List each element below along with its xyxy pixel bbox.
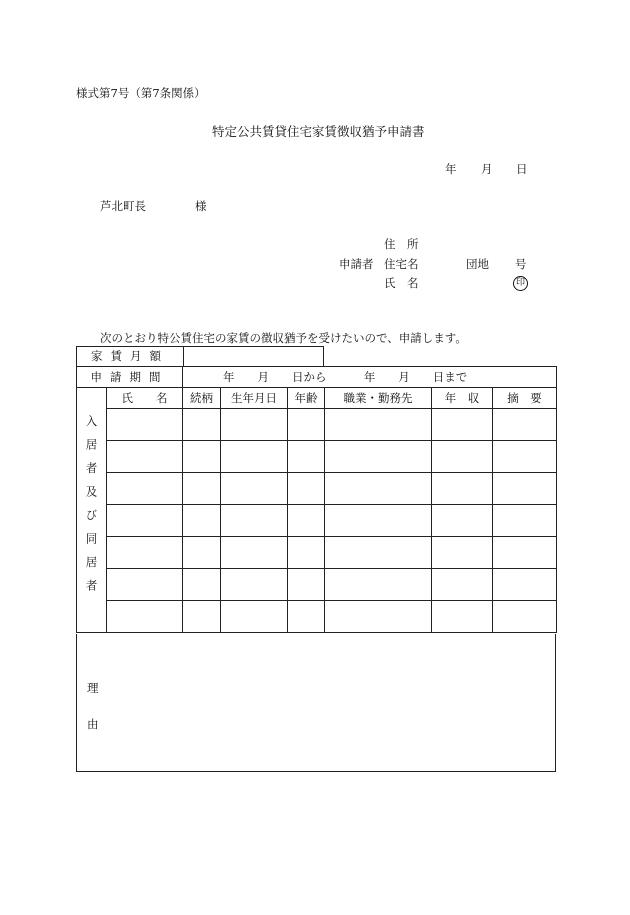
resident-row [77,505,557,537]
recipient: 芦北町長 [100,199,146,213]
rent-row [76,346,324,366]
honorific: 様 [195,199,207,213]
resident-row [77,441,557,473]
period-to: 年 月 日まで [363,370,468,384]
column-header-row [77,388,557,409]
resident-row [77,601,557,633]
period-field[interactable] [183,367,557,388]
period-from: 年 月 日から [223,370,327,384]
reason-field[interactable] [76,634,556,772]
intro-text: 次のとおり特公賃住宅の家賃の徴収猶予を受けたいので、申請します。 [100,331,467,345]
date-day-label: 日 [516,162,528,176]
reason-label-1: 理 [87,681,99,695]
number-label: 号 [515,257,527,271]
rent-label: 家賃月額 [77,347,184,366]
residents-label-cell [77,388,107,633]
column-header-income: 年 収 [432,388,493,409]
date-month-label: 月 [481,162,493,176]
resident-row [77,409,557,441]
document-title: 特定公共賃貸住宅家賃徴収猶予申請書 [212,124,425,139]
column-header-occupation: 職業・勤務先 [325,388,432,409]
residents-label: 入居者及び同居者 [84,414,99,603]
address-label: 住 所 [384,237,419,251]
applicant-role-label: 申請者 [339,257,374,271]
resident-row [77,537,557,569]
column-header-age: 年齢 [288,388,325,409]
period-row [77,367,557,388]
seal-icon: 印 [513,276,528,291]
date-year-label: 年 [445,162,457,176]
rent-input[interactable] [184,347,323,366]
period-label: 申請期間 [77,367,183,388]
column-header-remarks: 摘 要 [493,388,557,409]
column-header-relationship: 続柄 [183,388,221,409]
name-label: 氏 名 [384,276,419,290]
column-header-birthdate: 生年月日 [221,388,288,409]
column-header-name: 氏 名 [107,388,183,409]
residents-table [76,366,557,633]
reason-label-2: 由 [87,717,99,731]
resident-row [77,473,557,505]
resident-row [77,569,557,601]
complex-label: 団地 [466,257,489,271]
residence-label: 住宅名 [384,257,419,271]
seal-mark [513,274,528,291]
form-number: 様式第7号（第7条関係） [76,86,206,100]
